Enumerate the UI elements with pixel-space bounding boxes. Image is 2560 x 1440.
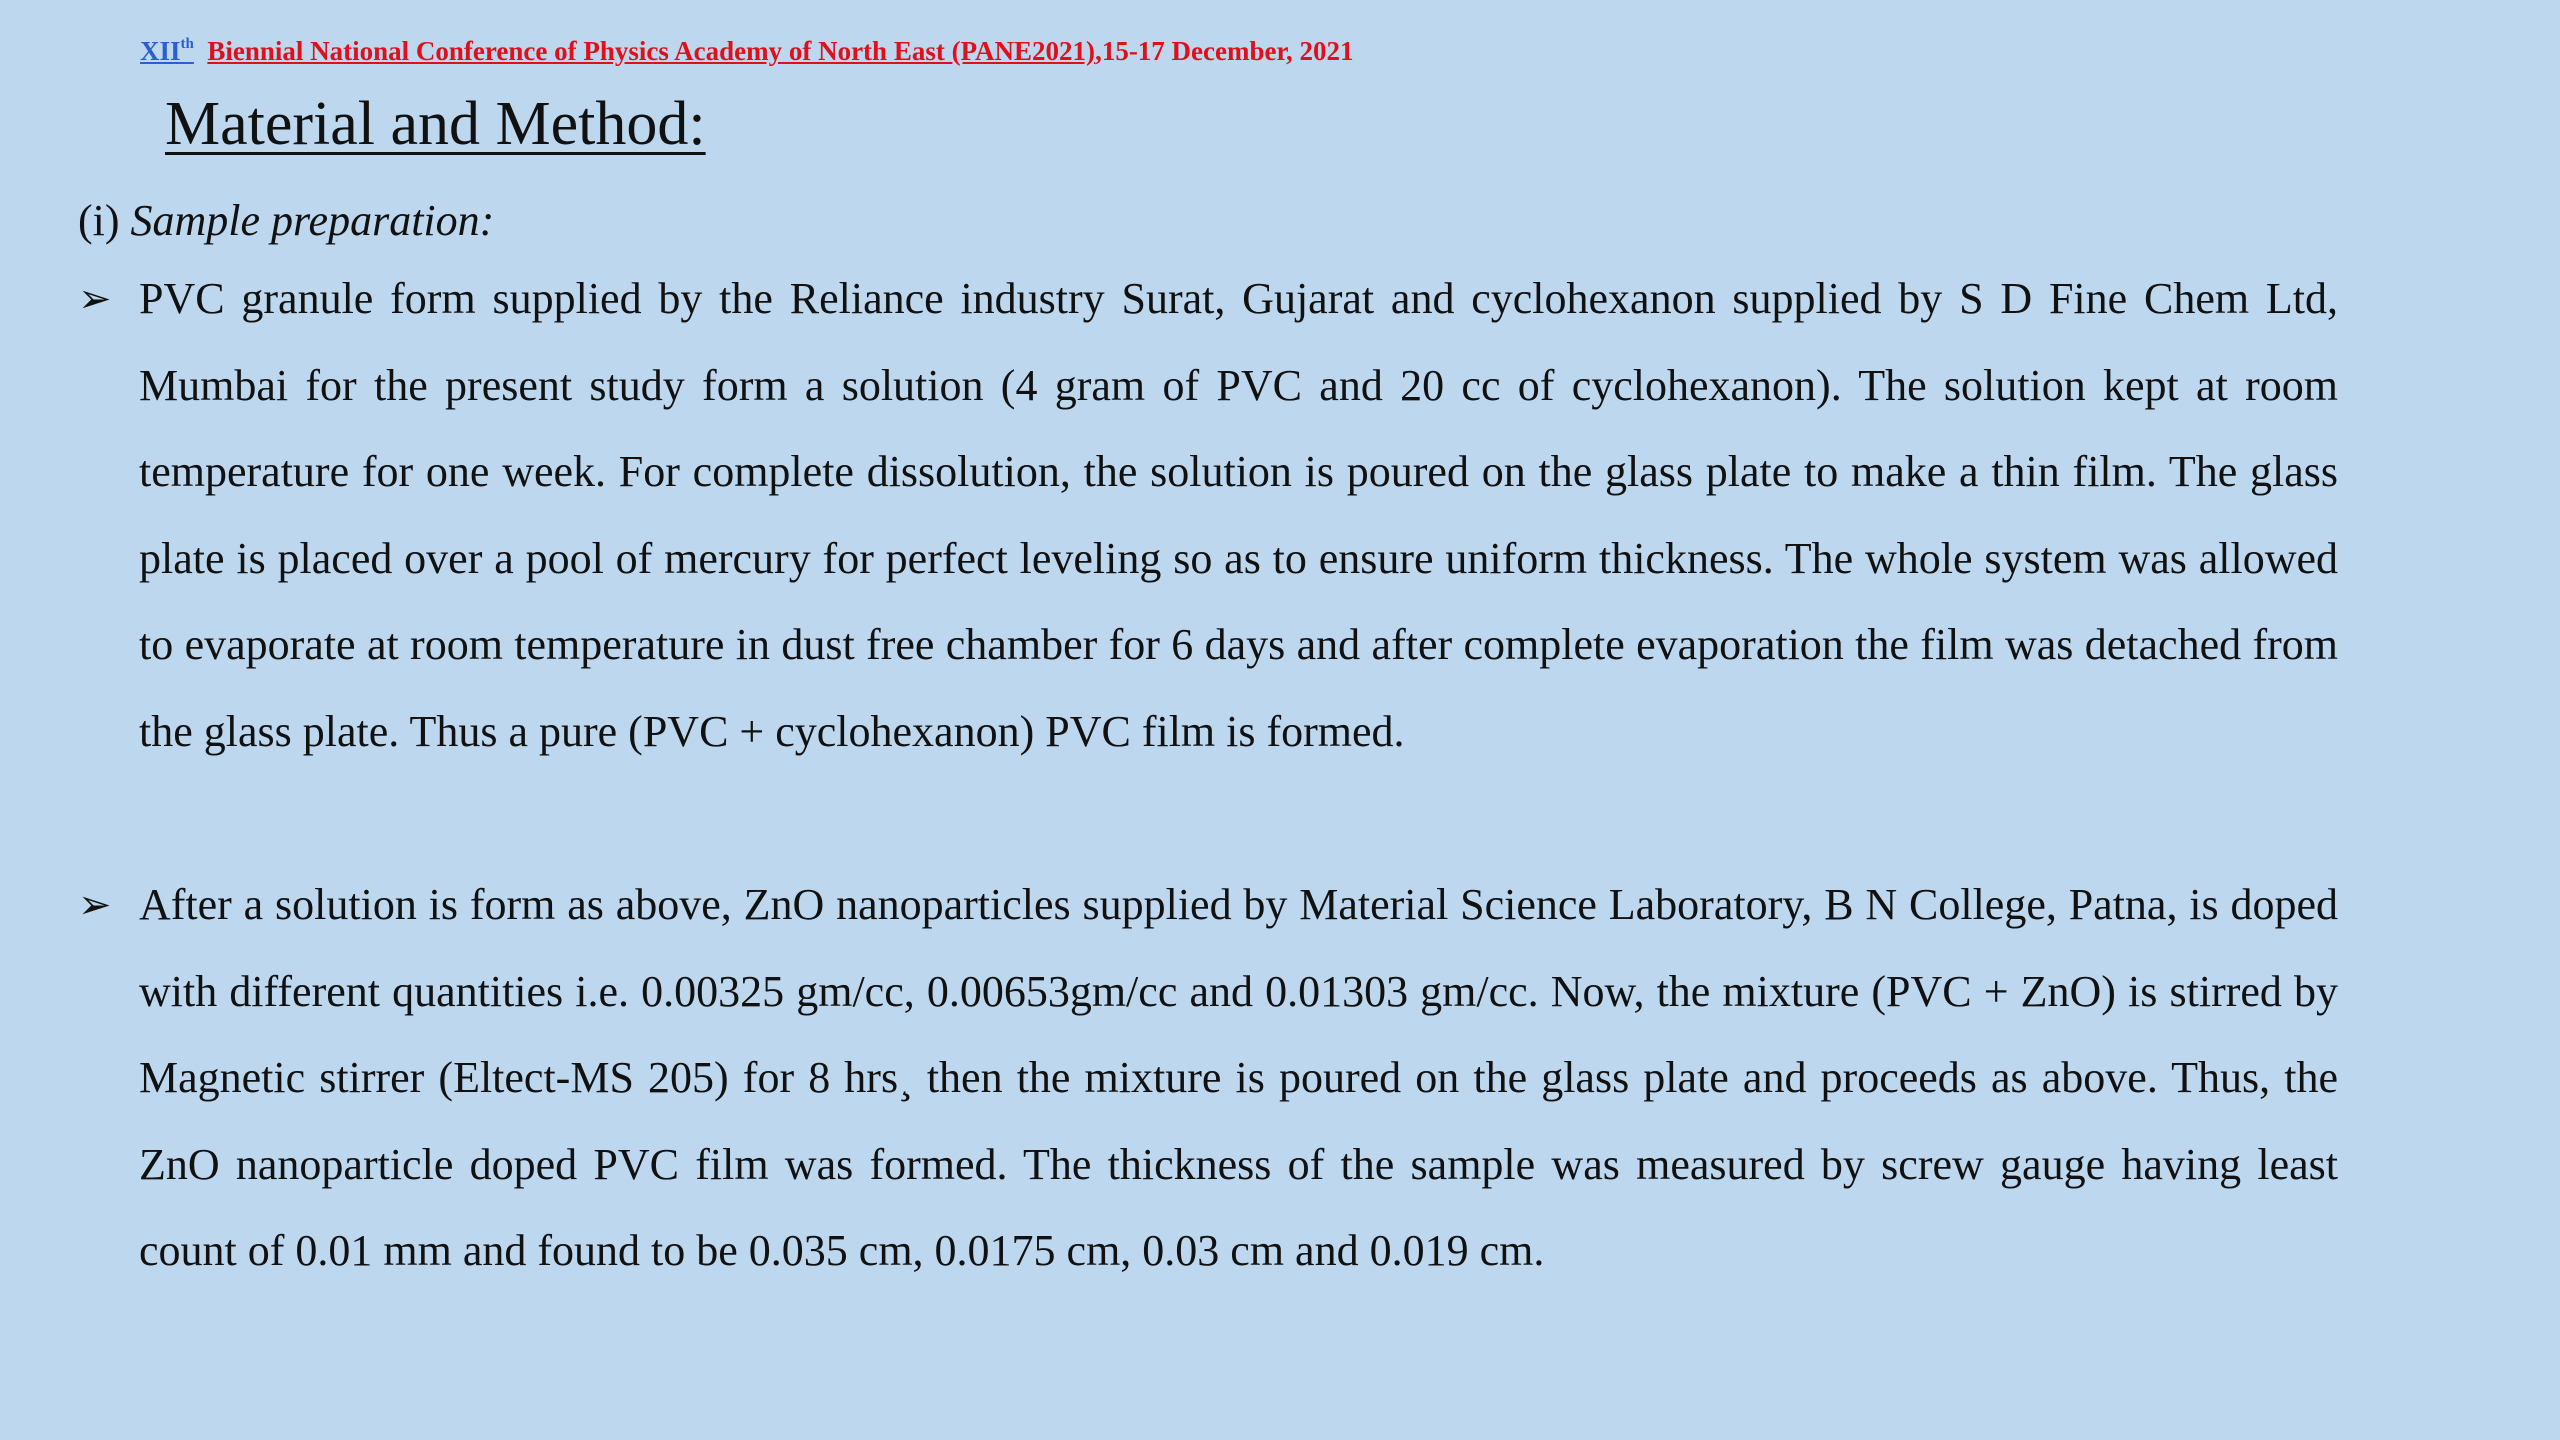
page-title: Material and Method: <box>165 90 706 158</box>
edition-superscript: th <box>180 36 194 52</box>
conference-dates: ,15-17 December, 2021 <box>1095 36 1354 66</box>
bullet-item-pvc-preparation <box>78 256 2338 775</box>
subheading-label: Sample preparation: <box>130 196 495 245</box>
subheading-number: (i) <box>78 196 120 245</box>
bullet-text: After a solution is form as above, ZnO nanoparticles supplied by Material Science Laboratory, B N College, Patna, is doped with different quantities i.e. 0.00325 gm/cc, 0.00653gm/cc and 0.01303 gm/cc. Now, the mixture (PVC + ZnO) is stirred by Magnetic stirrer (Eltect-MS 205) for 8 hrs¸ then the mixture is poured on the glass plate and proceeds as above. Thus, the ZnO nanoparticle doped PVC film was formed. The thickness of the sample was measured by screw gauge having least count of 0.01 mm and found to be 0.035 cm, 0.0175 cm, 0.03 cm and 0.019 cm. <box>139 880 2338 1275</box>
edition-label: XIIth <box>140 36 194 66</box>
conference-name: Biennial National Conference of Physics Academy of North East (PANE2021) <box>207 36 1096 66</box>
bullet-item-zno-doping <box>78 862 2338 1295</box>
section-subheading <box>78 194 494 248</box>
bullet-text: PVC granule form supplied by the Reliance industry Surat, Gujarat and cyclohexanon supplied by S D Fine Chem Ltd, Mumbai for the present study form a solution (4 gram of PVC and 20 cc of cyclohexanon). The solution kept at room temperature for one week. For complete dissolution, the solution is poured on the glass plate to make a thin film. The glass plate is placed over a pool of mercury for perfect leveling so as to ensure uniform thickness. The whole system was allowed to evaporate at room temperature in dust free chamber for 6 days and after complete evaporation the film was detached from the glass plate. Thus a pure (PVC + cyclohexanon) PVC film is formed. <box>139 274 2338 756</box>
arrow-bullet-icon: ➢ <box>78 276 112 322</box>
arrow-bullet-icon: ➢ <box>78 882 112 928</box>
conference-header <box>140 24 1354 71</box>
